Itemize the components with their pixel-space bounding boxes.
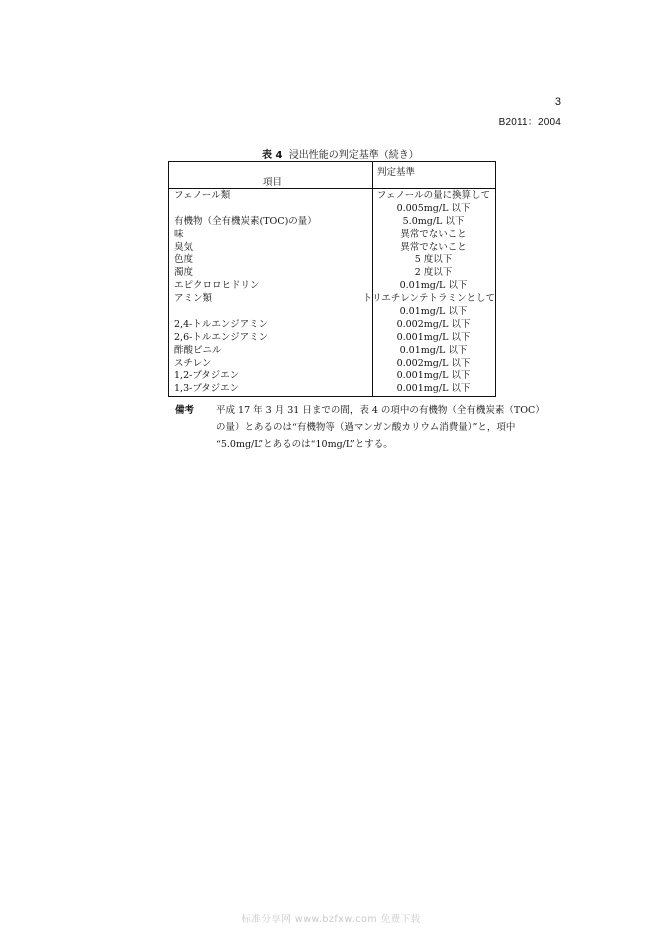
row-criteria: 5.0mg/L 以下 [402,215,465,227]
row-item: スチレン [174,357,212,369]
row-criteria: トリエチレンテトラミンとして [362,293,495,305]
table-row [169,216,495,229]
table-row [169,267,495,280]
row-item [169,306,372,319]
standard-code: B2011：2004 [498,117,561,128]
row-criteria: 0.001mg/L 以下 [396,331,471,343]
row-item [169,203,372,216]
table-row [169,254,495,267]
remark-line: の量）とあるのは“有機物等（過マンガン酸カリウム消費量）”と，項中 [216,422,516,433]
row-item: 1,3-ブタジエン [174,383,240,395]
criteria-table [168,161,496,397]
row-criteria: 0.001mg/L 以下 [396,383,471,395]
row-item: 色度 [174,254,194,266]
table-row [169,383,495,396]
table-row [169,242,495,255]
row-criteria: 異常でないこと [400,241,467,253]
remark-line: “5.0mg/L”とあるのは“10mg/L”とする。 [216,439,393,450]
row-item: 1,2-ブタジエン [174,370,240,382]
row-item: 酢酸ビニル [174,344,222,356]
row-criteria: 2 度以下 [414,267,453,279]
row-criteria: 0.002mg/L 以下 [396,357,471,369]
table-caption [262,146,419,161]
footer-watermark: 标准分享网 www.bzfxw.com 免费下载 [241,914,421,925]
table-row [169,190,495,203]
table-row [169,293,495,306]
table-caption-title: 浸出性能の判定基準（続き） [288,150,419,161]
row-criteria: 0.01mg/L 以下 [399,280,468,292]
row-criteria: 0.001mg/L 以下 [396,370,471,382]
row-criteria: 0.002mg/L 以下 [396,318,471,330]
row-item: エピクロロヒドリン [174,280,260,292]
table-row [169,358,495,371]
row-item: 2,4-トルエンジアミン [174,318,269,330]
row-criteria: 0.005mg/L 以下 [396,202,471,214]
page-number: 3 [554,96,561,108]
row-item: 2,6-トルエンジアミン [174,331,269,343]
remark-label: 備考 [175,405,195,416]
row-criteria: フェノールの量に換算して [376,190,491,201]
column-header-criteria: 判定基準 [377,167,416,178]
row-criteria: 0.01mg/L 以下 [399,344,468,356]
table-row [169,229,495,242]
header-divider [169,188,495,189]
table-caption-label: 表 4 [262,150,283,161]
remark-line: 平成 17 年 3 月 31 日までの間，表 4 の項中の有機物（全有機炭素（TOC） [216,405,545,416]
row-item: 臭気 [174,241,194,253]
table-row [169,332,495,345]
row-criteria: 5 度以下 [414,254,453,266]
table-row [169,319,495,332]
table-body [169,190,495,396]
table-row [169,306,495,319]
table-row [169,203,495,216]
column-header-item: 項目 [263,177,283,188]
remark-body [216,402,545,453]
table-row [169,345,495,358]
row-criteria: 異常でないこと [400,228,467,240]
table-row [169,280,495,293]
row-item: 濁度 [174,267,194,279]
row-item: フェノール類 [174,190,231,201]
table-row [169,370,495,383]
row-item: アミン類 [174,293,213,305]
row-item: 有機物（全有機炭素(TOC)の量） [174,215,317,227]
row-criteria: 0.01mg/L 以下 [399,306,468,318]
row-item: 味 [174,228,184,240]
